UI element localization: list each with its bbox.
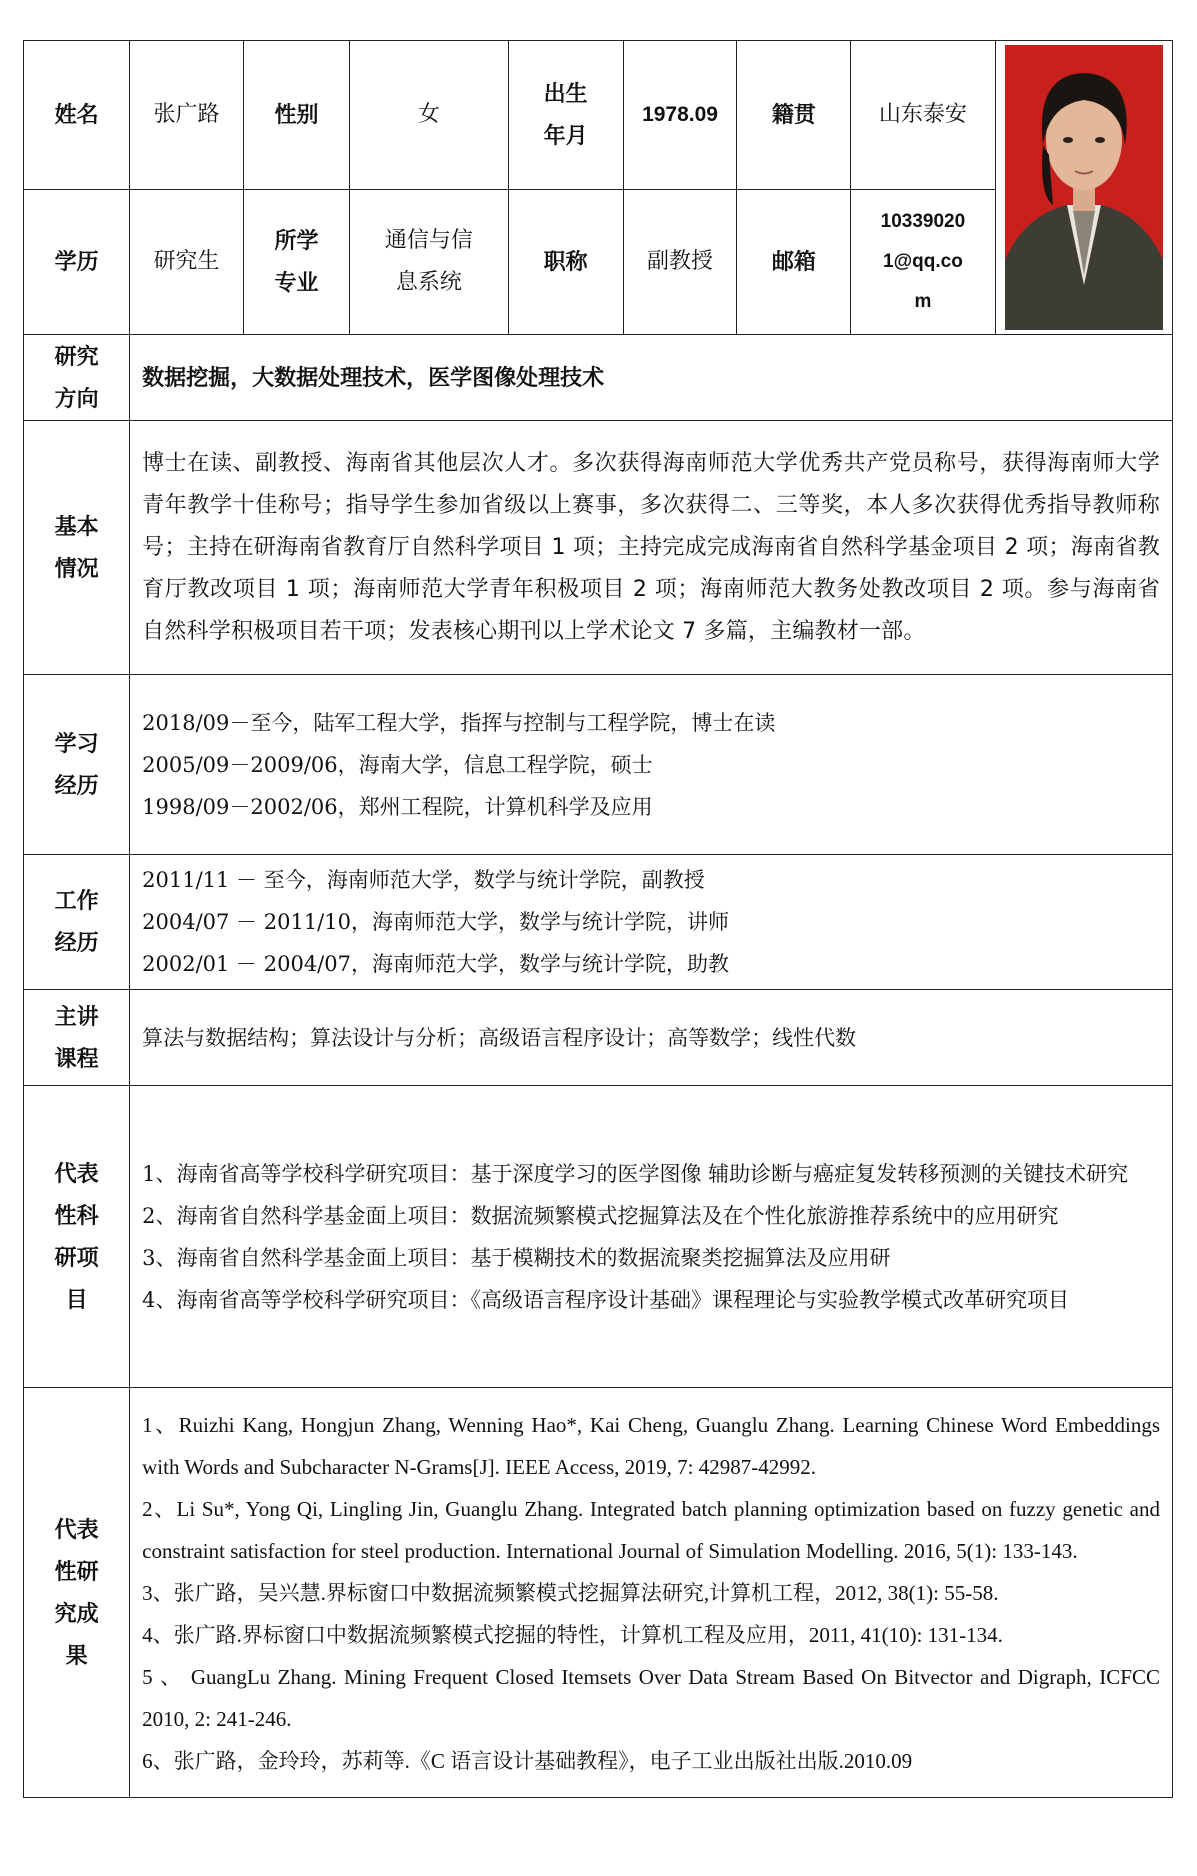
list-item: 4、张广路.界标窗口中数据流频繁模式挖掘的特性，计算机工程及应用，2011, 41(10): 131-134. [142,1622,1003,1647]
list-item: 1、海南省高等学校科学研究项目：基于深度学习的医学图像 辅助诊断与癌症复发转移预测的关键技术研究 [142,1161,1129,1186]
major-value-line: 通信与信 [384,227,473,253]
work-label-line: 经历 [54,930,99,956]
courses-label-line: 课程 [54,1045,99,1072]
publications [130,1388,1173,1798]
projects-label [24,1086,130,1388]
portrait-photo [1005,45,1163,330]
basic-label-line: 情况 [54,555,99,582]
projects-label-line: 代表 [54,1160,99,1187]
projects-label-line: 性科 [54,1202,99,1229]
name-label: 姓名 [24,41,130,190]
photo-cell [995,41,1172,335]
research-label-line: 研究 [54,343,99,370]
list-item: 2、海南省自然科学基金面上项目：数据流频繁模式挖掘算法及在个性化旅游推荐系统中的应用研究 [142,1203,1059,1228]
gender-label: 性别 [243,41,349,190]
email-line: 10339020 [880,210,966,232]
major-label-line: 专业 [274,269,319,296]
hometown-label: 籍贯 [737,41,851,190]
publications-label-line: 果 [65,1642,88,1669]
name-value: 张广路 [130,41,244,190]
courses [130,990,1173,1086]
list-item: 4、海南省高等学校科学研究项目：《高级语言程序设计基础》课程理论与实验教学模式改革研究项目 [142,1287,1069,1312]
research-label-line: 方向 [54,385,99,412]
projects [130,1086,1173,1388]
publications-label-line: 性研 [54,1558,99,1585]
work-label [24,855,130,990]
education-label: 学历 [24,189,130,334]
study-label-line: 经历 [54,772,99,799]
publications-label-line: 代表 [54,1516,99,1543]
projects-label-line: 研项 [54,1244,99,1271]
research-direction: 数据挖掘，大数据处理技术，医学图像处理技术 [130,335,1173,421]
birth-label-line: 年月 [543,122,588,149]
list-item: 1、Ruizhi Kang, Hongjun Zhang, Wenning Hao*, Kai Cheng, Guanglu Zhang. Learning Chinese Word Embeddings with Words and Subcharacter N-Grams[J]. IEEE Access, 2019, 7: 42987-42992. [142,1412,1160,1479]
major-label-line: 所学 [274,227,319,254]
major-value [350,189,509,334]
email-line: 1@qq.co [883,250,963,272]
birth-label [508,41,623,190]
list-item: 2、Li Su*, Yong Qi, Lingling Jin, Guanglu Zhang. Integrated batch planning optimization based on fuzzy genetic and constraint satisfaction for steel production. International Journal of Simulation Modelling. 2016, 5(1): 133-143. [142,1496,1160,1563]
education-value: 研究生 [130,189,244,334]
study-history [130,675,1173,855]
email-value [851,189,995,334]
study-label-line: 学习 [54,730,99,757]
email-label: 邮箱 [737,189,851,334]
email-line: m [914,290,932,312]
list-item: 2018/09－至今，陆军工程大学，指挥与控制与工程学院，博士在读 [142,710,776,735]
major-label [243,189,349,334]
publications-label-line: 究成 [54,1600,99,1627]
list-item: 3、海南省自然科学基金面上项目：基于模糊技术的数据流聚类挖掘算法及应用研 [142,1245,891,1270]
hometown-value: 山东泰安 [851,41,995,190]
courses-text: 算法与数据结构；算法设计与分析；高级语言程序设计；高等数学；线性代数 [142,1025,857,1050]
list-item: 2005/09－2009/06，海南大学，信息工程学院，硕士 [142,752,653,777]
work-label-line: 工作 [54,888,99,914]
courses-label [24,990,130,1086]
basic-label-line: 基本 [54,513,99,540]
title-value: 副教授 [623,189,737,334]
basic-info-text: 博士在读、副教授、海南省其他层次人才。多次获得海南师范大学优秀共产党员称号，获得海南师大学青年教学十佳称号；指导学生参加省级以上赛事，多次获得二、三等奖，本人多次获得优秀指导教师称号；主持在研海南省教育厅自然科学项目 1 项；主持完成完成海南省自然科学基金项目 2 项；海南省教育厅教改项目 1 项；海南师范大学青年积极项目 2 项；海南师范大教务处教改项目 2 项。参与海南省自然科学积极项目若干项；发表核心期刊以上学术论文 7 多篇，主编教材一部。 [142,450,1161,644]
study-label [24,675,130,855]
list-item: 2002/01 － 2004/07，海南师范大学，数学与统计学院，助教 [142,952,729,976]
title-label: 职称 [508,189,623,334]
resume-table [23,40,1173,1798]
list-item: 2004/07 － 2011/10，海南师范大学，数学与统计学院，讲师 [142,910,729,934]
gender-value: 女 [350,41,509,190]
research-label [24,335,130,421]
publications-label [24,1388,130,1798]
list-item: 2011/11 － 至今，海南师范大学，数学与统计学院，副教授 [142,868,705,892]
birth-label-line: 出生 [543,80,588,107]
courses-label-line: 主讲 [54,1003,99,1030]
basic-label [24,421,130,675]
basic-info [130,421,1173,675]
work-history [130,855,1173,990]
major-value-line: 息系统 [395,269,462,295]
list-item: 6、张广路，金玲玲，苏莉等.《C 语言设计基础教程》，电子工业出版社出版.2010.09 [142,1748,913,1773]
projects-label-line: 目 [65,1286,88,1313]
list-item: 1998/09－2002/06，郑州工程院，计算机科学及应用 [142,794,653,819]
list-item: 3、张广路，吴兴慧.界标窗口中数据流频繁模式挖掘算法研究,计算机工程，2012, 38(1): 55-58. [142,1580,999,1605]
birth-value: 1978.09 [623,41,737,190]
list-item: 5 、 GuangLu Zhang. Mining Frequent Closed Itemsets Over Data Stream Based On Bitvector and Digraph, ICFCC 2010, 2: 241-246. [142,1664,1160,1731]
